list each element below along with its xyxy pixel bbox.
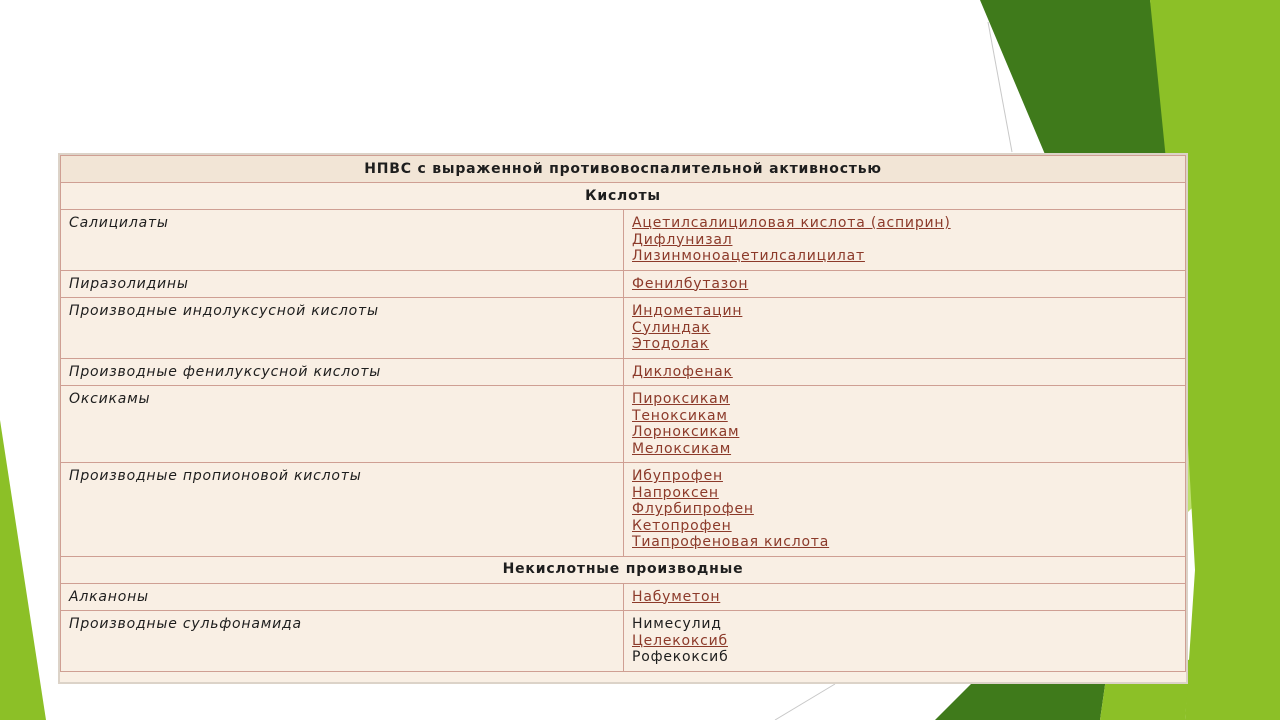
drug-link[interactable]: Этодолак: [632, 336, 710, 352]
section-heading: Кислоты: [61, 183, 1186, 210]
table-row: [61, 210, 1186, 271]
drugs-cell: [624, 210, 1186, 271]
drug-name: Рофекоксиб: [632, 649, 729, 665]
green-shape-left: [0, 420, 46, 720]
drug-link[interactable]: Ибупрофен: [632, 468, 723, 484]
table-row: [61, 298, 1186, 359]
category-cell: Салицилаты: [61, 210, 624, 271]
table-row: [61, 583, 1186, 611]
table-title-row: [61, 156, 1186, 183]
drug-link[interactable]: Пироксикам: [632, 391, 730, 407]
drug-link[interactable]: Кетопрофен: [632, 517, 732, 534]
drugs-cell: [624, 386, 1186, 463]
category-cell: Алканоны: [61, 583, 624, 611]
drug-link[interactable]: Набуметон: [632, 588, 721, 605]
drug-link[interactable]: Теноксикам: [632, 407, 728, 424]
drug-link[interactable]: Диклофенак: [632, 363, 733, 380]
drugs-cell: [624, 358, 1186, 386]
drugs-cell: [624, 270, 1186, 298]
drug-name: Нимесулид: [632, 616, 722, 632]
drug-link[interactable]: Сулиндак: [632, 319, 711, 336]
category-cell: Производные сульфонамида: [61, 611, 624, 672]
drug-link[interactable]: Флурбипрофен: [632, 501, 754, 517]
category-cell: Пиразолидины: [61, 270, 624, 298]
drug-link[interactable]: Лизинмоноацетилсалицилат: [632, 248, 865, 264]
section-heading: Некислотные производные: [61, 556, 1186, 583]
thin-line-bottom: [775, 684, 835, 720]
drug-link[interactable]: Лорноксикам: [632, 424, 740, 440]
table-row: [61, 270, 1186, 298]
drug-link[interactable]: Индометацин: [632, 303, 743, 319]
nsaid-table: [60, 155, 1186, 672]
nsaid-table-body: [61, 156, 1186, 672]
category-cell: Производные индолуксусной кислоты: [61, 298, 624, 359]
drug-link[interactable]: Целекоксиб: [632, 632, 728, 649]
drugs-cell: [624, 611, 1186, 672]
table-row: [61, 358, 1186, 386]
drug-link[interactable]: Ацетилсалициловая кислота (аспирин): [632, 215, 951, 231]
table-row: [61, 386, 1186, 463]
nsaid-table-container: [58, 153, 1188, 684]
section-heading-row: [61, 556, 1186, 583]
drug-link[interactable]: Тиапрофеновая кислота: [632, 534, 830, 550]
drug-link[interactable]: Дифлунизал: [632, 231, 733, 248]
table-row: [61, 611, 1186, 672]
drug-link[interactable]: Фенилбутазон: [632, 275, 749, 292]
category-cell: Производные пропионовой кислоты: [61, 463, 624, 557]
category-cell: Оксикамы: [61, 386, 624, 463]
table-title: НПВС с выраженной противовоспалительной активностью: [61, 156, 1186, 183]
drug-link[interactable]: Напроксен: [632, 484, 719, 501]
drugs-cell: [624, 463, 1186, 557]
drug-link[interactable]: Мелоксикам: [632, 440, 732, 457]
drugs-cell: [624, 298, 1186, 359]
section-heading-row: [61, 183, 1186, 210]
drugs-cell: [624, 583, 1186, 611]
category-cell: Производные фенилуксусной кислоты: [61, 358, 624, 386]
table-row: [61, 463, 1186, 557]
